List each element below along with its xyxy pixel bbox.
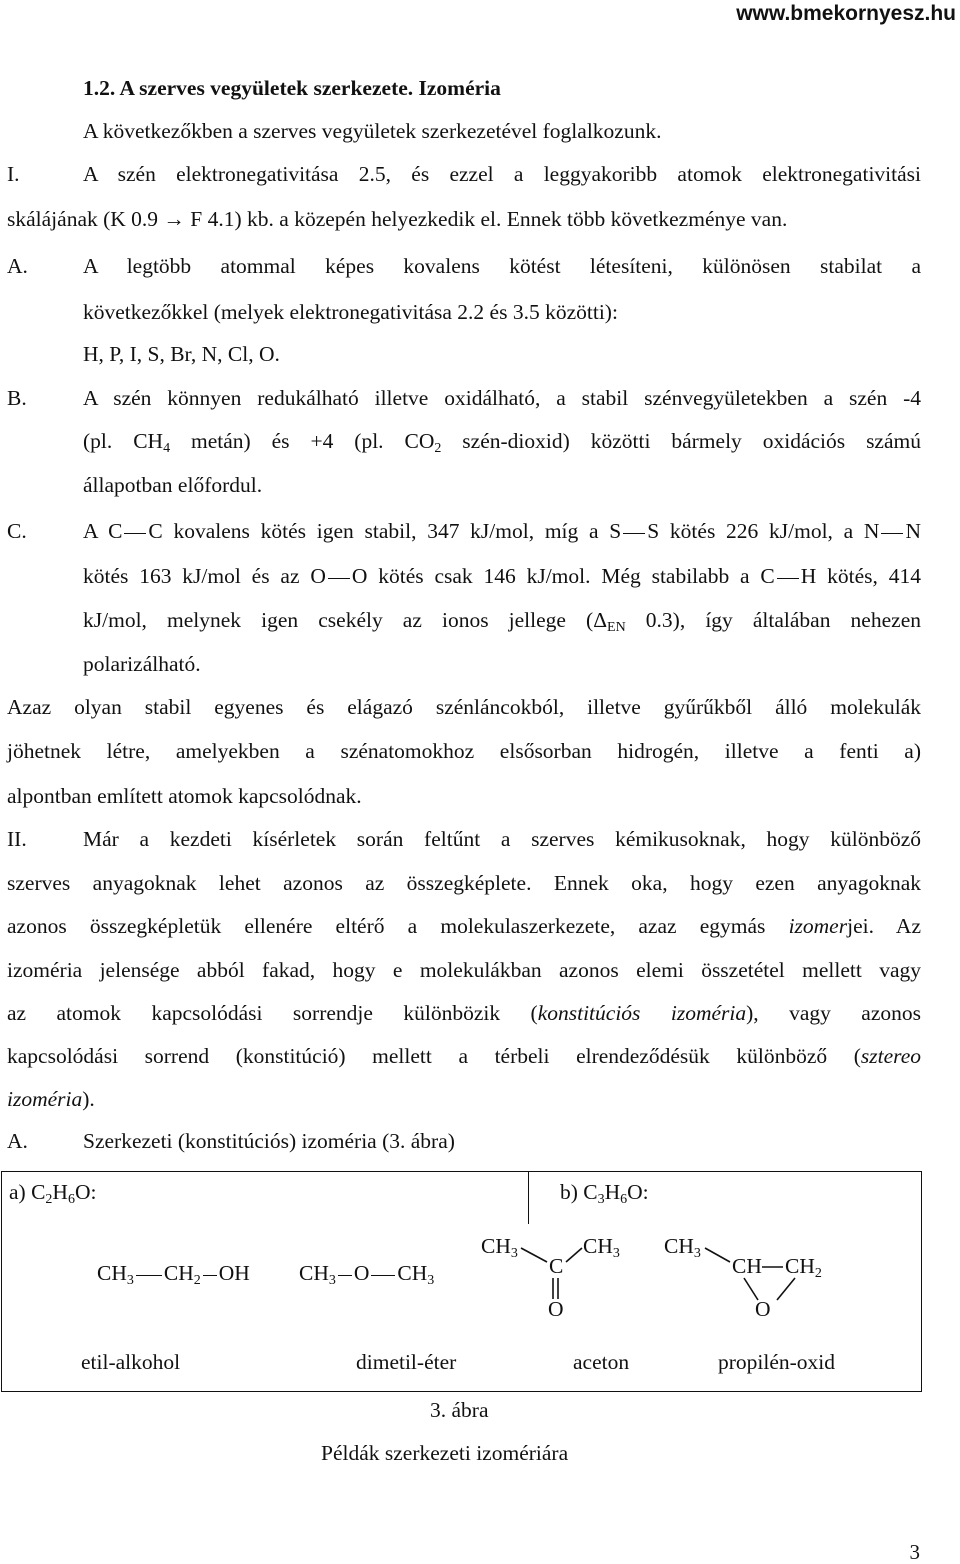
name-ethanol: etil-alkohol	[81, 1350, 181, 1374]
point-ii-line4: izoméria jelensége abból fakad, hogy e molekulákban azonos elemi összetétel mellett vagy	[7, 958, 921, 982]
point-c-line4: polarizálható.	[83, 652, 201, 676]
formula-a: a) $C_2H_6O$:	[9, 1180, 97, 1207]
point-a-line2: következőkkel (melyek elektronegativitása 2.2 és 3.5 közötti):	[83, 300, 618, 324]
po-bond-ring-right	[777, 1278, 795, 1300]
point-ii-line3: azonos összegképletük ellenére eltérő a molekulaszerkezete, azaz egymás izomerjei. Az	[7, 914, 921, 938]
section-title: 1.2. A szerves vegyületek szerkezete. Izoméria	[83, 76, 501, 100]
acetone-ch3-right: $CH_3$	[583, 1234, 620, 1261]
acetone-c: C	[549, 1254, 564, 1278]
point-ii-line6: kapcsolódási sorrend (konstitúció) mellett a térbeli elrendeződésük különböző (sztereo	[7, 1044, 921, 1068]
propylene-oxide-ch: CH	[732, 1254, 762, 1278]
point-ii-label: II.	[7, 827, 27, 851]
point-a-line3: H, P, I, S, Br, N, Cl, O.	[83, 342, 280, 366]
po-bond-ch3	[705, 1248, 730, 1262]
point-a2-text: Szerkezeti (konstitúciós) izoméria (3. ábra)	[83, 1129, 455, 1153]
point-i-line1: A szén elektronegativitása 2.5, és ezzel a leggyakoribb atomok elektronegativitási	[83, 162, 921, 186]
point-c-label: C.	[7, 519, 27, 543]
point-a-label: A.	[7, 254, 28, 278]
point-b-line1: A szén könnyen redukálható illetve oxidálható, a stabil szénvegyületekben a szén -4	[83, 386, 921, 410]
propylene-oxide-o: O	[755, 1297, 771, 1321]
point-c-line2: kötés 163 kJ/mol és az O O kötés csak 146 kJ/mol. Még stabilabb a C H kötés, 414	[83, 564, 921, 588]
name-propylene-oxide: propilén-oxid	[718, 1350, 836, 1374]
point-ii-line1: Már a kezdeti kísérletek során feltűnt a szerves kémikusoknak, hogy különböző	[83, 827, 921, 851]
point-i-line2: skálájának (K 0.9 → F 4.1) kb. a közepén helyezkedik el. Ennek több következménye van.	[7, 207, 788, 231]
intro-text: A következőkben a szerves vegyületek szerkezetével foglalkozunk.	[83, 119, 662, 143]
point-i-label: I.	[7, 162, 20, 186]
point-ii-line2: szerves anyagoknak lehet azonos az összegképlete. Ennek oka, hogy ezen anyagoknak	[7, 871, 921, 895]
point-b-label: B.	[7, 386, 27, 410]
acetone-bond-left	[521, 1248, 547, 1262]
point-b-line2: (pl. $CH_4$ metán) és +4 (pl. $CO_2$ szén-dioxid) közötti bármely oxidációs számú	[83, 429, 921, 456]
para1-line2: jöhetnek létre, amelyekben a szénatomokhoz elsősorban hidrogén, illetve a fenti a)	[7, 739, 921, 763]
point-a2-label: A.	[7, 1129, 28, 1153]
para1-line3: alpontban említett atomok kapcsolódnak.	[7, 784, 362, 808]
po-bond-ring-left	[744, 1278, 758, 1300]
point-a-line1: A legtöbb atommal képes kovalens kötést létesíteni, különösen stabilat a	[83, 254, 921, 278]
name-acetone: aceton	[573, 1350, 630, 1374]
formula-b: b) $C_3H_6O$:	[560, 1180, 649, 1207]
site-url[interactable]: www.bmekornyesz.hu	[736, 2, 956, 25]
figure-number: 3. ábra	[430, 1398, 489, 1422]
para1-line1: Azaz olyan stabil egyenes és elágazó szénláncokból, illetve gyűrűkből álló molekulák	[7, 695, 921, 719]
acetone-bond-right	[566, 1248, 582, 1262]
name-dimethyl-ether: dimetil-éter	[356, 1350, 457, 1374]
page-number: 3	[909, 1540, 920, 1564]
point-ii-line7: izoméria).	[7, 1087, 95, 1111]
point-c-line3: kJ/mol, melynek igen csekély az ionos jellege ($\Delta_{EN}$ 0.3), így általában nehezen	[83, 608, 921, 635]
propylene-oxide-ch3: $CH_3$	[664, 1234, 701, 1261]
point-ii-line5: az atomok kapcsolódási sorrendje különbözik (konstitúciós izoméria), vagy azonos	[7, 1001, 922, 1025]
structure-dimethyl-ether: $CH_3$ O $CH_3$	[299, 1261, 435, 1288]
point-b-line3: állapotban előfordul.	[83, 473, 263, 497]
propylene-oxide-ch2: $CH_2$	[785, 1254, 822, 1281]
acetone-ch3-left: $CH_3$	[481, 1234, 518, 1261]
figure-caption: Példák szerkezeti izomériára	[321, 1441, 569, 1465]
structure-ethanol: $CH_3$ $CH_2$ OH	[97, 1261, 250, 1288]
arrow-icon: →	[163, 207, 185, 231]
acetone-o: O	[548, 1297, 564, 1321]
point-c-line1: A C C kovalens kötés igen stabil, 347 kJ/mol, míg a S S kötés 226 kJ/mol, a N N	[83, 519, 921, 543]
